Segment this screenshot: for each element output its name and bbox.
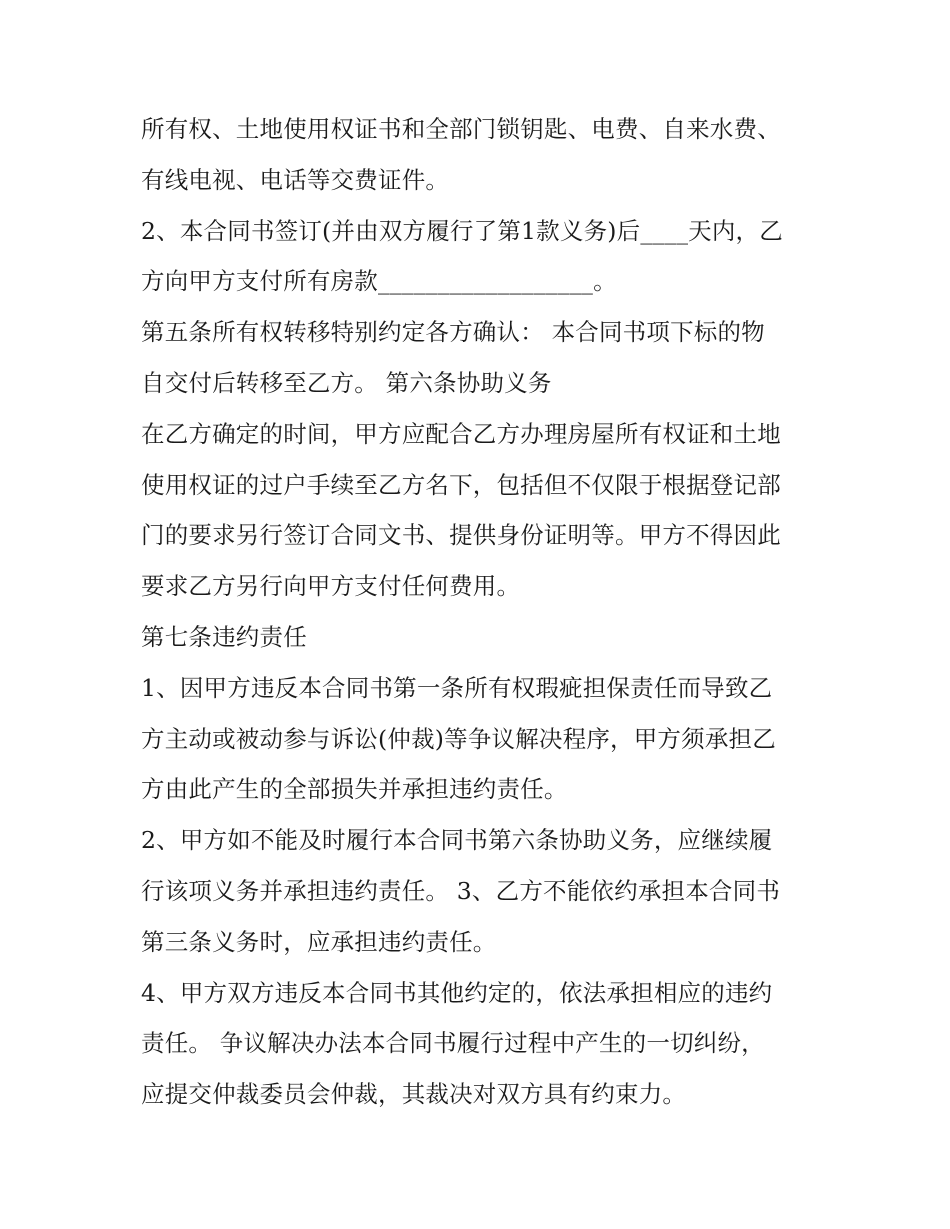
text-line: 在乙方确定的时间，甲方应配合乙方办理房屋所有权证和土地 [141,419,781,448]
text-line: 第三条义务时，应承担违约责任。 [141,927,497,956]
text-line: 应提交仲裁委员会仲裁，其裁决对双方具有约束力。 [141,1080,687,1109]
text-line: 自交付后转移至乙方。 第六条协助义务 [141,368,552,397]
text-line: 1、因甲方违反本合同书第一条所有权瑕疵担保责任而导致乙 [141,673,773,702]
text-line: 门的要求另行签订合同文书、提供身份证明等。甲方不得因此 [141,521,781,550]
section-heading: 第七条违约责任 [141,622,307,651]
text-line: 4、甲方双方违反本合同书其他约定的，依法承担相应的违约 [141,978,773,1007]
text-line: 2、甲方如不能及时履行本合同书第六条协助义务，应继续履 [141,826,773,855]
text-line: 使用权证的过户手续至乙方名下，包括但不仅限于根据登记部 [141,470,781,499]
text-line: 责任。 争议解决办法本合同书履行过程中产生的一切纠纷， [141,1029,765,1058]
text-line: 有线电视、电话等交费证件。 [141,165,450,194]
text-line: 所有权、土地使用权证书和全部门锁钥匙、电费、自来水费、 [141,115,781,143]
contract-text [141,104,831,1120]
text-line: 要求乙方另行向甲方支付任何费用。 [141,572,521,601]
text-line: 行该项义务并承担违约责任。 3、乙方不能依约承担本合同书 [141,876,781,905]
text-line: 方由此产生的全部损失并承担违约责任。 [141,775,568,804]
text-line: 第五条所有权转移特别约定各方确认： 本合同书项下标的物 [141,318,765,347]
text-line: 2、本合同书签订(并由双方履行了第1款义务)后____天内，乙 [141,216,783,245]
text-line: 方主动或被动参与诉讼(仲裁)等争议解决程序，甲方须承担乙 [141,724,776,753]
text-line: 方向甲方支付所有房款__________________。 [141,267,617,296]
